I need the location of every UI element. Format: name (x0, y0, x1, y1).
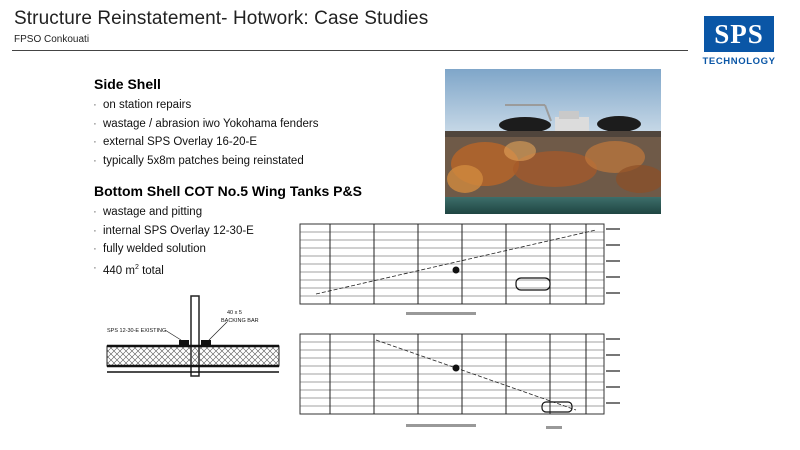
list-item: · wastage and pitting (93, 203, 254, 222)
section-detail-drawing (105, 288, 285, 388)
bottom-shell-heading: Bottom Shell COT No.5 Wing Tanks P&S (94, 183, 362, 199)
bottom-shell-bullets (93, 203, 254, 277)
list-item: · internal SPS Overlay 12-30-E (93, 222, 254, 241)
side-shell-bullets (93, 96, 318, 170)
slide-title: Structure Reinstatement- Hotwork: Case Studies (14, 8, 429, 29)
header-rule (12, 50, 688, 51)
tank-plan-lower (296, 330, 626, 436)
total-superscript: 2 (134, 263, 139, 271)
list-item: · on station repairs (93, 96, 318, 115)
list-item (93, 259, 254, 278)
list-item: · wastage / abrasion iwo Yokohama fenders (93, 115, 318, 134)
sps-logo (700, 16, 778, 67)
hull-photo (445, 69, 661, 214)
list-item: · external SPS Overlay 16-20-E (93, 133, 318, 152)
logo-name: SPS (704, 16, 774, 52)
total-suffix: total (138, 264, 164, 277)
detail-label-backing: BACKING BAR (221, 318, 259, 324)
total-value: 440 m (103, 264, 135, 277)
logo-tagline: TECHNOLOGY (702, 56, 776, 67)
detail-label-existing: SPS 12-30-E EXISTING (107, 328, 167, 334)
slide-subtitle: FPSO Conkouati (14, 34, 90, 45)
side-shell-heading: Side Shell (94, 76, 161, 92)
list-item: · fully welded solution (93, 240, 254, 259)
detail-label-size: 40 x 5 (227, 310, 242, 316)
list-item: · typically 5x8m patches being reinstated (93, 152, 318, 171)
tank-plan-upper (296, 222, 626, 320)
